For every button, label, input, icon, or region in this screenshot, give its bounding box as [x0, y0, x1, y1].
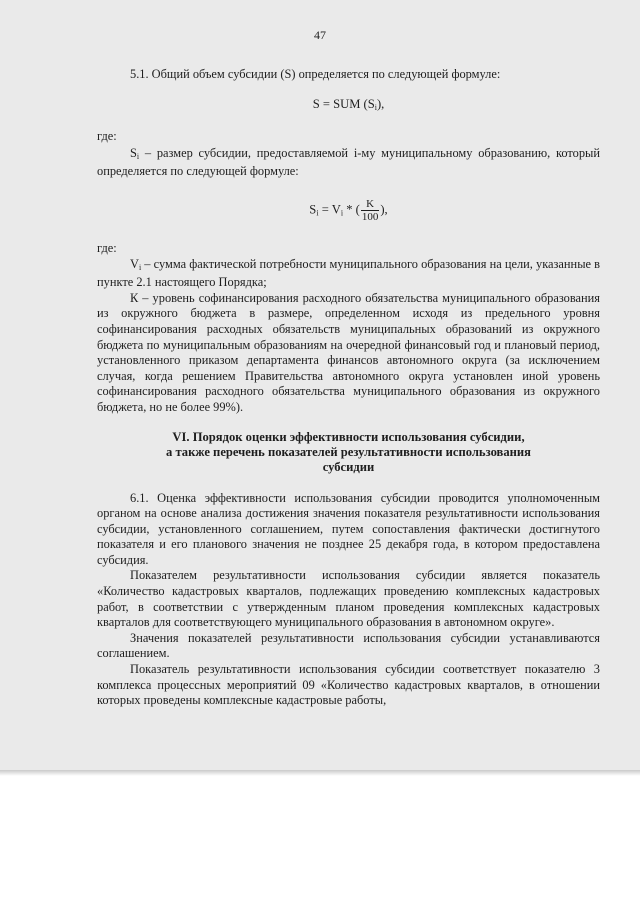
- vi-definition: [97, 257, 600, 291]
- vi-sub: i: [138, 262, 142, 272]
- vi-symbol: V: [130, 256, 139, 271]
- page-number: 47: [314, 28, 326, 42]
- paragraph-indicator: Показателем результативности использования субсидии является показатель «Количество кадастровых кварталов, подлежащих проведению комплексных кадастровых работ, в соответствии с утвержденным планом проведения комплексных кадастровых кварталов для соответствующего муниципального образования в автономном округе».: [97, 568, 600, 630]
- formula-lhs: S = SUM (S: [312, 96, 375, 111]
- paragraph-6-1: 6.1. Оценка эффективности использования субсидии проводится уполномоченным органом на основе анализа достижения значения показателя результативности использования субсидии, установленного соглашением, путем сопоставления фактически достигнутого показателя и его планового значения не позднее 25 декабря года, в котором предоставлена субсидия.: [97, 490, 600, 567]
- fraction: [361, 198, 380, 223]
- section-heading-line-1: VI. Порядок оценки эффективности использования субсидии,: [172, 429, 525, 444]
- formula2-mult: * (: [343, 202, 360, 217]
- si-symbol: S: [130, 145, 137, 160]
- formula2-s-sub: i: [316, 208, 319, 218]
- formula-rhs: ),: [376, 96, 385, 111]
- section-heading-line-2: а также перечень показателей результативности использования: [166, 444, 531, 459]
- paragraph-indicator-values: Значения показателей результативности использования субсидии устанавливаются соглашением.: [97, 630, 600, 661]
- where-label-2: где:: [97, 240, 117, 255]
- paragraph-5-1: 5.1. Общий объем субсидии (S) определяется по следующей формуле:: [130, 67, 501, 81]
- formula2-s: S: [309, 202, 317, 217]
- fraction-denominator: 100: [361, 210, 379, 223]
- formula-total-subsidy: [97, 97, 600, 116]
- vi-text: – сумма фактической потребности муниципального образования на цели, указанные в пункте 2.1 настоящего Порядка;: [97, 256, 600, 290]
- formula2-mid: = V: [318, 202, 341, 217]
- where-label-1: где:: [97, 129, 117, 144]
- si-sub: i: [136, 151, 140, 161]
- page-edge-shadow: [0, 770, 640, 776]
- si-definition: [97, 146, 600, 180]
- formula-sub: i: [374, 102, 377, 112]
- formula-si: [97, 198, 600, 223]
- si-text: – размер субсидии, предоставляемой i-му муниципальному образованию, который определяется по следующей формуле:: [97, 145, 600, 179]
- section-heading-6: [97, 430, 600, 475]
- paragraph-indicator-corresponds: Показатель результативности использования субсидии соответствует показателю 3 комплекса процессных мероприятий 09 «Количество кадастровых кварталов, в отношении которых проведены комплексные кадастровые работы,: [97, 662, 600, 708]
- section-heading-line-3: субсидии: [322, 459, 375, 474]
- fraction-numerator: K: [361, 198, 380, 211]
- formula2-end: ),: [380, 202, 388, 217]
- k-definition: К – уровень софинансирования расходного обязательства муниципального образования из окружного бюджета в размере, определенном исходя из предельного уровня софинансирования расходных обязательств муниципальных образований из окружного бюджета по муниципальным образованиям на очередной финансовый год и плановый период, установленного приказом департамента финансов автономного округа (за исключением случая, когда решением Правительства автономного округа установлен иной уровень софинансирования расходного обязательства муниципального образования из окружного бюджета, но не более 99%).: [97, 290, 600, 414]
- page-content: [97, 60, 600, 709]
- formula2-v-sub: i: [340, 208, 344, 218]
